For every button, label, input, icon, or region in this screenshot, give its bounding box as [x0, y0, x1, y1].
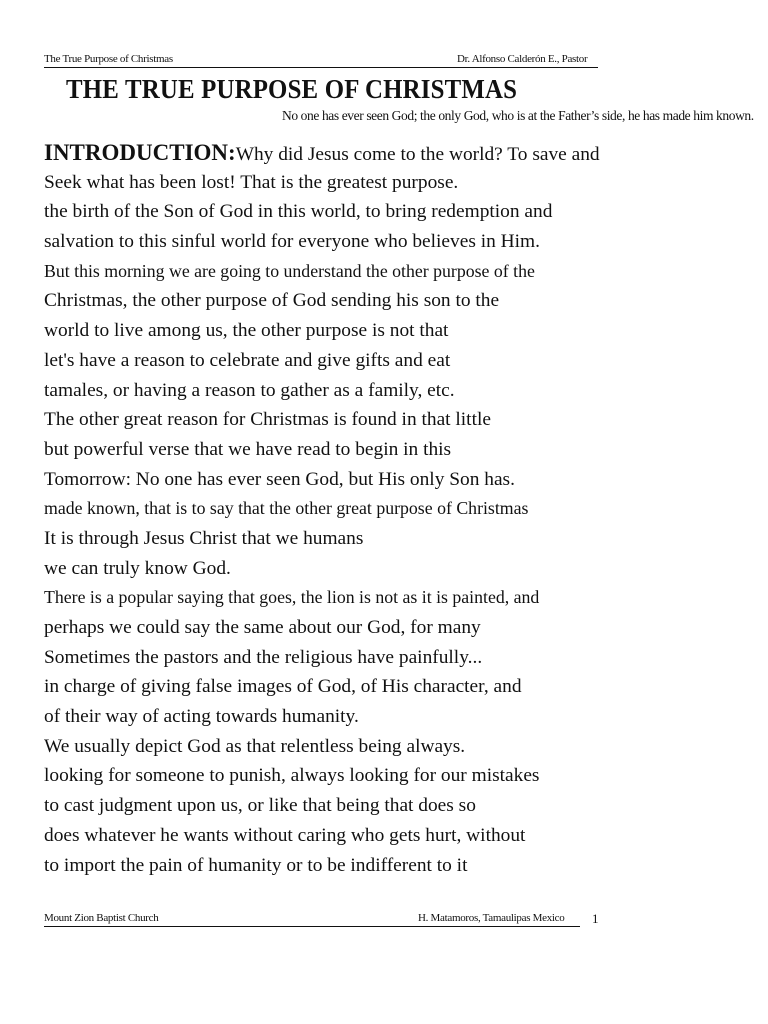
body-line: [44, 138, 644, 168]
epigraph-verse: No one has ever seen God; the only God, who is at the Father’s side, he has made him known.: [282, 108, 754, 123]
header-document-title: The True Purpose of Christmas: [44, 53, 173, 65]
body-line: we can truly know God.: [44, 557, 231, 579]
body-line: world to live among us, the other purpose is not that: [44, 320, 449, 342]
body-text: [44, 138, 644, 880]
body-line: The other great reason for Christmas is found in that little: [44, 409, 491, 431]
body-line: perhaps we could say the same about our God, for many: [44, 617, 481, 638]
body-line: Sometimes the pastors and the religious have painfully...: [44, 646, 483, 668]
page-number: 1: [592, 911, 599, 926]
body-line: But this morning we are going to understand the other purpose of the: [44, 260, 535, 281]
body-line: does whatever he wants without caring who gets hurt, without: [44, 824, 526, 846]
body-line: salvation to this sinful world for everyone who believes in Him.: [44, 231, 540, 253]
body-line: Seek what has been lost! That is the greatest purpose.: [44, 171, 459, 193]
body-line: There is a popular saying that goes, the lion is not as it is painted, and: [44, 587, 540, 608]
body-line: to cast judgment upon us, or like that being that does so: [44, 795, 476, 817]
footer-church-name: Mount Zion Baptist Church: [44, 912, 159, 924]
body-line: We usually depict God as that relentless being always.: [44, 735, 466, 757]
body-line: of their way of acting towards humanity.: [44, 706, 359, 728]
body-line: Christmas, the other purpose of God sending his son to the: [44, 290, 500, 312]
footer-divider: [44, 926, 580, 927]
body-line: looking for someone to punish, always looking for our mistakes: [44, 765, 540, 787]
body-line: It is through Jesus Christ that we humans: [44, 527, 364, 549]
body-line-text: Why did Jesus come to the world? To save and: [235, 144, 600, 165]
body-line: in charge of giving false images of God, of His character, and: [44, 676, 522, 698]
page-title: THE TRUE PURPOSE OF CHRISTMAS: [66, 74, 518, 104]
introduction-heading: INTRODUCTION:: [44, 140, 236, 165]
body-line: to import the pain of humanity or to be indifferent to it: [44, 854, 468, 876]
body-line: let's have a reason to celebrate and give gifts and eat: [44, 349, 451, 371]
header-author: Dr. Alfonso Calderón E., Pastor: [457, 53, 588, 65]
header-divider: [44, 67, 598, 68]
body-line: Tomorrow: No one has ever seen God, but His only Son has.: [44, 468, 515, 490]
footer-location: H. Matamoros, Tamaulipas Mexico: [418, 912, 565, 924]
body-line: the birth of the Son of God in this world, to bring redemption and: [44, 201, 553, 223]
body-line: tamales, or having a reason to gather as a family, etc.: [44, 379, 455, 401]
body-line: made known, that is to say that the other great purpose of Christmas: [44, 498, 529, 519]
body-line: but powerful verse that we have read to begin in this: [44, 438, 452, 460]
